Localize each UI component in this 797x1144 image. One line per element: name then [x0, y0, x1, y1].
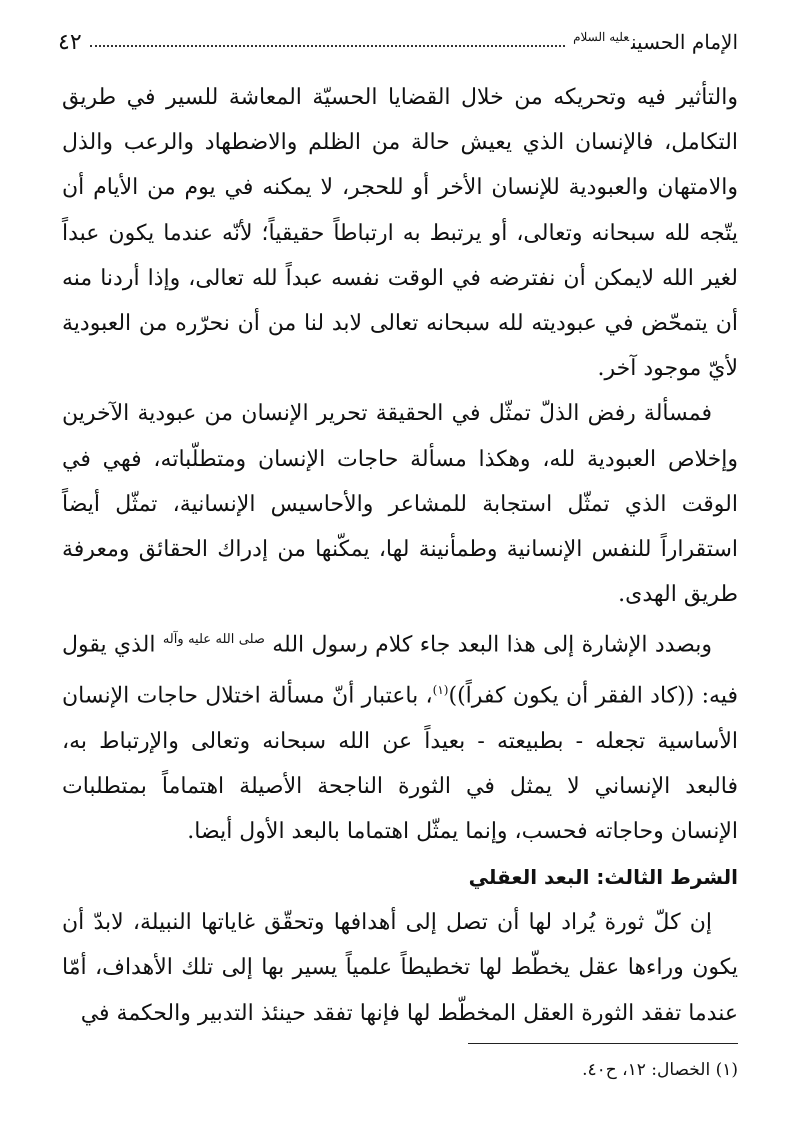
prophet-honorific-mark: صلى الله عليه وآله — [162, 632, 265, 648]
honorific-mark: عليه السلام — [573, 30, 630, 45]
paragraph-2: فمسألة رفض الذلّ تمثّل في الحقيقة تحرير الإنسان من عبودية الآخرين وإخلاص العبودية لله، وهكذا مسألة حاجات الإنسان ومتطلّباته، فهي في الوقت الذي تمثّل استجابة للمشاعر والأحاسيس الإنسانية، تمثّل أيضاً استقراراً للنفس الإنسانية وطمأنينة لها، يمكّنها من إدراك الحقائق ومعرفة طريق الهدى. — [62, 401, 738, 608]
footnote-ref: (١) — [432, 682, 449, 697]
paragraph-4: إن كلّ ثورة يُراد لها أن تصل إلى أهدافها وتحقّق غاياتها النبيلة، لابدّ أن يكون وراءها عقل يخطّط لها تخطيطاً علمياً يسير بها إلى تلك الأهداف، أمّا عندما تفقد الثورة العقل المخطّط لها فإنها تفقد حينئذ التدبير والحكمة في — [62, 910, 738, 1026]
footnote: (١) الخصال: ١٢، ح٤٠. — [582, 1060, 738, 1080]
paragraph-3-part-c: ، باعتبار أنّ مسألة اختلال حاجات الإنسان الأساسية تجعله - بطبيعته - بعيداً عن الله سبحانه وتعالى والإرتباط به، فالبعد الإنساني لا يمثل في الثورة الناجحة الأصيلة اهتماماً بمتطلبات الإنسان وحاجاته فحسب، وإنما يمثّل اهتماما بالبعد الأول أيضا. — [62, 683, 738, 844]
section-heading: الشرط الثالث: البعد العقلي — [468, 865, 738, 890]
footnote-separator — [468, 1043, 738, 1044]
page-body — [62, 75, 738, 1036]
page-number: ٤٢ — [58, 29, 82, 55]
paragraph-3-part-a: وبصدد الإشارة إلى هذا البعد جاء كلام رسول الله — [272, 632, 713, 658]
header-dot-leader — [90, 45, 565, 47]
paragraph-1: والتأثير فيه وتحريكه من خلال القضايا الحسيّة المعاشة للسير في طريق التكامل، فالإنسان الذي يعيش حالة من الظلم والاضطهاد والرعب والذل والامتهان والعبودية للإنسان الأخر أو للحجر، لا يمكنه في يوم من الأيام أن يتّجه لله سبحانه وتعالى، أو يرتبط به ارتباطاً حقيقياً؛ لأنّه عندما يكون عبداً لغير الله لايمكن أن نفترضه في الوقت نفسه عبداً لله تعالى، وإذا أردنا منه أن يتمحّض في عبوديته لله سبحانه تعالى لابد لنا من أن نحرّره من العبودية لأيّ موجود آخر. — [62, 85, 738, 382]
running-title-text: الإمام الحسين — [631, 30, 738, 54]
paragraph-3 — [62, 617, 738, 854]
page-header — [58, 22, 738, 62]
running-title — [573, 30, 738, 54]
paragraph-3-part-b: الذي يقول فيه: ((كاد الفقر أن يكون كفراً)) — [62, 632, 739, 709]
